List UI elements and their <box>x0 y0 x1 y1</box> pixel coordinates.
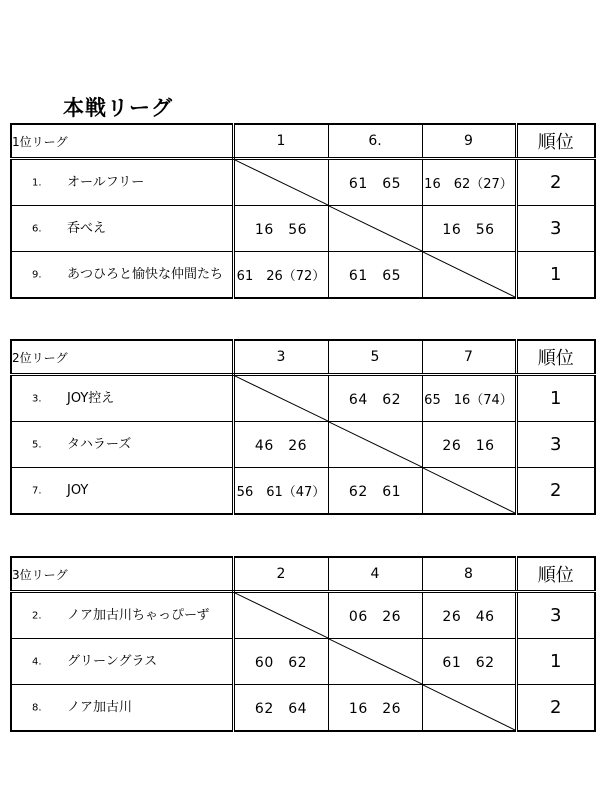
league-name: 2位リーグ <box>11 340 233 375</box>
league-table-2 <box>10 339 596 515</box>
team-number: 8. <box>32 702 42 713</box>
score-cell: 61 65 <box>328 252 422 299</box>
team-cell <box>11 685 233 732</box>
opponent-header: 8 <box>422 557 516 592</box>
team-number: 2. <box>32 610 42 621</box>
diagonal-cell <box>328 639 422 685</box>
rank-value: 3 <box>516 422 595 468</box>
league-header-row <box>11 340 595 375</box>
opponent-header: 3 <box>233 340 328 375</box>
score-cell: 62 64 <box>233 685 328 732</box>
diagonal-cell <box>422 685 516 732</box>
team-name: タハラーズ <box>67 436 132 452</box>
league-table-3 <box>10 556 596 732</box>
team-number: 7. <box>32 485 42 496</box>
rank-value: 1 <box>516 639 595 685</box>
opponent-header: 1 <box>233 124 328 159</box>
rank-value: 3 <box>516 592 595 639</box>
score-cell: 16 62（27） <box>422 159 516 206</box>
team-name: JOY控え <box>67 390 115 406</box>
diagonal-cell <box>233 375 328 422</box>
team-row <box>11 422 595 468</box>
score-cell: 61 62 <box>422 639 516 685</box>
opponent-header: 4 <box>328 557 422 592</box>
team-row <box>11 468 595 515</box>
team-number: 3. <box>32 393 42 404</box>
score-cell: 62 61 <box>328 468 422 515</box>
score-cell: 60 62 <box>233 639 328 685</box>
league-header-row <box>11 124 595 159</box>
opponent-header: 5 <box>328 340 422 375</box>
rank-value: 2 <box>516 159 595 206</box>
opponent-header: 6. <box>328 124 422 159</box>
team-name: オールフリー <box>67 174 145 190</box>
team-number: 6. <box>32 223 42 234</box>
team-name: ノア加古川 <box>67 699 133 715</box>
team-cell <box>11 375 233 422</box>
team-row <box>11 159 595 206</box>
team-name: ノア加古川ちゃっぴーず <box>67 607 210 623</box>
diagonal-cell <box>328 422 422 468</box>
score-cell: 61 65 <box>328 159 422 206</box>
team-name: JOY <box>67 482 89 498</box>
score-cell: 56 61（47） <box>233 468 328 515</box>
team-row <box>11 592 595 639</box>
opponent-header: 7 <box>422 340 516 375</box>
team-row <box>11 252 595 299</box>
opponent-header: 9 <box>422 124 516 159</box>
team-row <box>11 685 595 732</box>
team-cell <box>11 422 233 468</box>
team-row <box>11 375 595 422</box>
score-cell: 16 56 <box>422 206 516 252</box>
score-cell: 61 26（72） <box>233 252 328 299</box>
rank-value: 2 <box>516 468 595 515</box>
diagonal-cell <box>422 468 516 515</box>
team-name: あつひろと愉快な仲間たち <box>67 266 224 282</box>
league-header-row <box>11 557 595 592</box>
diagonal-cell <box>422 252 516 299</box>
team-cell <box>11 159 233 206</box>
team-number: 5. <box>32 439 42 450</box>
league-name: 3位リーグ <box>11 557 233 592</box>
league-name: 1位リーグ <box>11 124 233 159</box>
score-cell: 26 46 <box>422 592 516 639</box>
rank-header: 順位 <box>516 340 595 375</box>
score-cell: 46 26 <box>233 422 328 468</box>
diagonal-cell <box>233 159 328 206</box>
rank-value: 3 <box>516 206 595 252</box>
diagonal-cell <box>233 592 328 639</box>
diagonal-cell <box>328 206 422 252</box>
team-number: 1. <box>32 177 42 188</box>
team-cell <box>11 592 233 639</box>
score-cell: 65 16（74） <box>422 375 516 422</box>
league-table-1 <box>10 123 596 299</box>
page-title: 本戦リーグ <box>63 96 173 120</box>
score-cell: 64 62 <box>328 375 422 422</box>
score-cell: 06 26 <box>328 592 422 639</box>
score-cell: 16 26 <box>328 685 422 732</box>
team-cell <box>11 206 233 252</box>
team-number: 9. <box>32 269 42 280</box>
rank-value: 2 <box>516 685 595 732</box>
rank-header: 順位 <box>516 557 595 592</box>
opponent-header: 2 <box>233 557 328 592</box>
team-cell <box>11 468 233 515</box>
team-cell <box>11 639 233 685</box>
team-row <box>11 639 595 685</box>
rank-header: 順位 <box>516 124 595 159</box>
team-cell <box>11 252 233 299</box>
team-row <box>11 206 595 252</box>
team-number: 4. <box>32 656 42 667</box>
team-name: グリーングラス <box>67 653 158 669</box>
team-name: 呑べえ <box>67 220 107 236</box>
score-cell: 26 16 <box>422 422 516 468</box>
rank-value: 1 <box>516 375 595 422</box>
rank-value: 1 <box>516 252 595 299</box>
score-cell: 16 56 <box>233 206 328 252</box>
